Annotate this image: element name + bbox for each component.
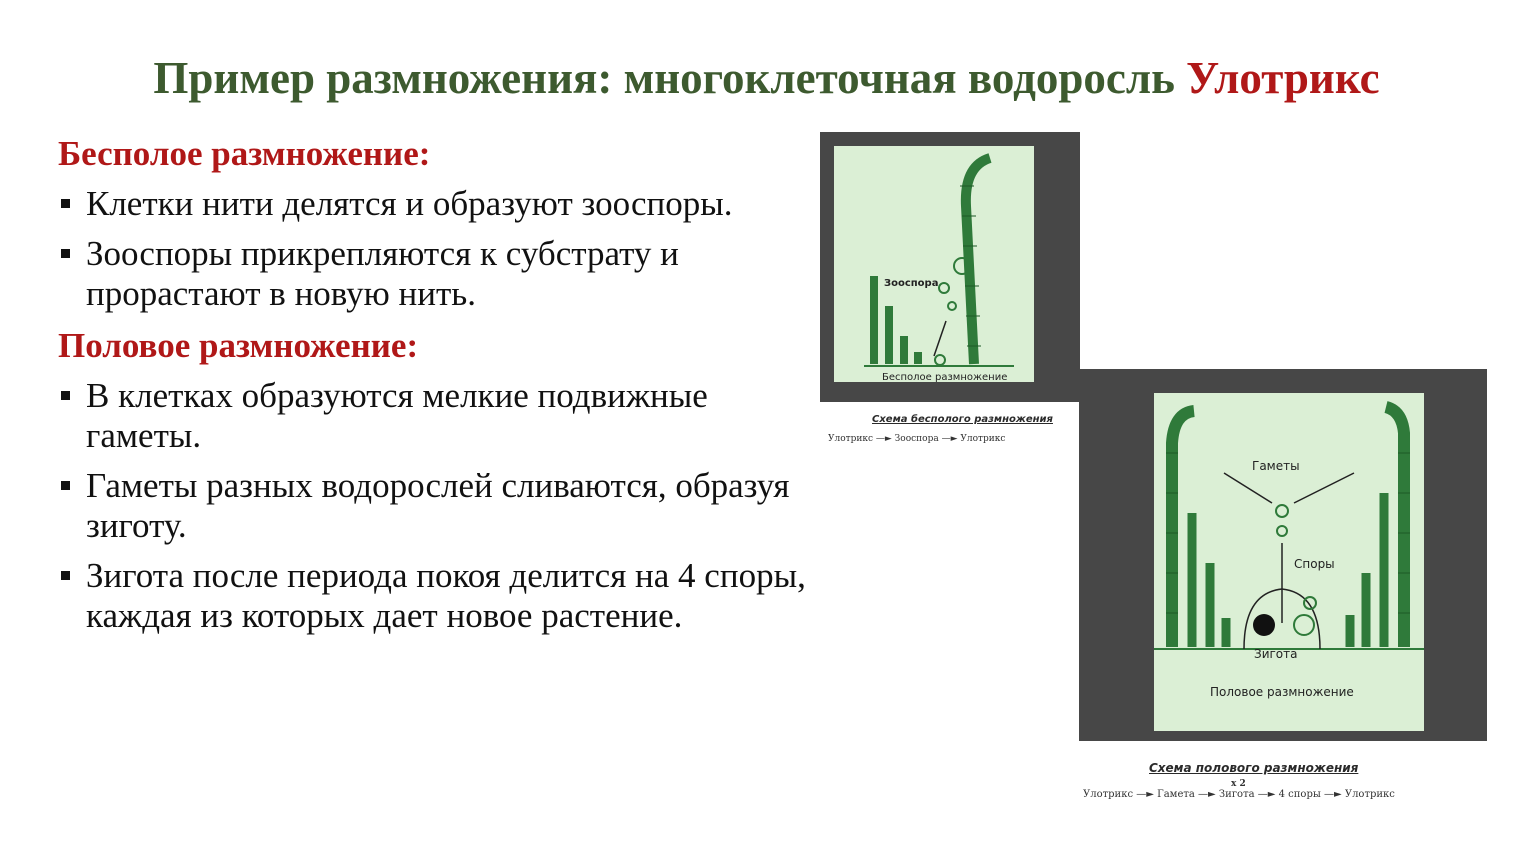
spores-label: Споры bbox=[1294, 557, 1335, 571]
sexual-bullet-1 bbox=[58, 376, 818, 456]
gametes-label: Гаметы bbox=[1252, 459, 1300, 473]
asexual-bullet-2 bbox=[58, 234, 818, 314]
bullet-square-icon bbox=[61, 391, 70, 400]
asexual-heading: Бесполое размножение: bbox=[58, 134, 431, 173]
sexual-bullet-3 bbox=[58, 556, 818, 636]
asexual-panel-caption: Бесполое размножение bbox=[882, 372, 1008, 383]
sexual-scheme-chain: Улотрикс —► Гамета —► Зигота —► 4 споры —► Улотрикс bbox=[1083, 789, 1395, 800]
sexual-scheme-title: Схема полового размножения bbox=[1149, 761, 1359, 775]
slide-title-accent: Улотрикс bbox=[1186, 53, 1380, 103]
sexual-scheme bbox=[1079, 741, 1487, 810]
bullet-text: Гаметы разных водорослей сливаются, образуя зиготу. bbox=[86, 466, 790, 545]
asexual-scheme bbox=[820, 402, 1080, 454]
bullet-text: В клетках образуются мелкие подвижные гаметы. bbox=[86, 376, 708, 455]
asexual-figure bbox=[820, 132, 1080, 454]
bullet-square-icon bbox=[61, 481, 70, 490]
bullet-square-icon bbox=[61, 249, 70, 258]
sexual-heading: Половое размножение: bbox=[58, 326, 419, 365]
bullet-text: Клетки нити делятся и образуют зооспоры. bbox=[86, 184, 733, 223]
sexual-diagram bbox=[1154, 393, 1424, 731]
sexual-diagram-panel bbox=[1154, 393, 1424, 731]
asexual-scheme-title: Схема бесполого размножения bbox=[872, 414, 1053, 425]
zygote-label: Зигота bbox=[1254, 647, 1298, 661]
asexual-diagram-panel bbox=[834, 146, 1034, 382]
asexual-bullet-1 bbox=[58, 184, 818, 224]
bullet-square-icon bbox=[61, 199, 70, 208]
bullet-square-icon bbox=[61, 571, 70, 580]
bullet-text: Зигота после периода покоя делится на 4 споры, каждая из которых дает новое растение. bbox=[86, 556, 806, 635]
slide-title bbox=[0, 52, 1533, 104]
sexual-figure bbox=[1079, 369, 1487, 810]
text-content bbox=[58, 132, 818, 646]
sexual-scheme-multiplier: x 2 bbox=[1231, 779, 1246, 789]
sexual-bullet-2 bbox=[58, 466, 818, 546]
asexual-diagram bbox=[834, 146, 1034, 382]
bullet-text: Зооспоры прикрепляются к субстрату и прорастают в новую нить. bbox=[86, 234, 679, 313]
slide-title-main: Пример размножения: многоклеточная водоросль bbox=[153, 53, 1175, 103]
zoospore-label: Зооспора bbox=[884, 278, 939, 289]
asexual-scheme-chain: Улотрикс —► Зооспора —► Улотрикс bbox=[828, 434, 1006, 444]
sexual-panel-caption: Половое размножение bbox=[1210, 685, 1354, 699]
